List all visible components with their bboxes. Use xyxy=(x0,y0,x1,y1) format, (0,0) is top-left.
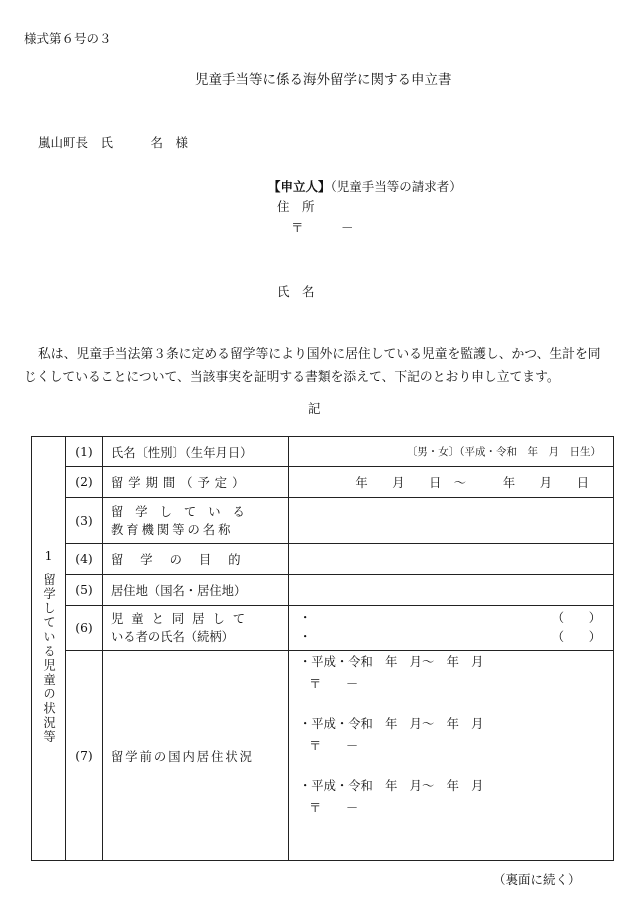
form-number: 様式第６号の３ xyxy=(24,31,112,46)
row-number: (1) xyxy=(66,437,103,467)
name-gender-birth-field[interactable] xyxy=(289,437,614,467)
section-number: 1 xyxy=(44,549,53,564)
row-label xyxy=(103,467,289,498)
name-label: 氏 名 xyxy=(277,284,315,299)
domestic-residence-field[interactable] xyxy=(289,651,614,861)
row-number: (5) xyxy=(66,575,103,606)
table-row xyxy=(32,467,614,498)
table-row xyxy=(32,575,614,606)
ki-heading: 記 xyxy=(308,401,321,416)
row-label xyxy=(103,544,289,575)
residence-entry xyxy=(299,713,613,757)
section-label-cell xyxy=(32,437,66,861)
applicant-heading xyxy=(268,177,462,195)
relationship-paren: （ ） xyxy=(551,630,601,644)
postal-code-field[interactable]: 〒 － xyxy=(291,220,354,235)
row-label-text: 留学期間（予定） xyxy=(111,476,250,490)
bullet: ・ xyxy=(299,630,312,644)
residence-entry xyxy=(299,651,613,695)
study-period-field[interactable] xyxy=(289,467,614,498)
cohabitant-entry xyxy=(299,609,601,628)
residence-postal: 〒 － xyxy=(309,739,359,753)
row-label xyxy=(103,651,289,861)
table-row xyxy=(32,498,614,544)
institution-name-field[interactable] xyxy=(289,498,614,544)
relationship-paren: （ ） xyxy=(551,611,601,625)
residence-field[interactable] xyxy=(289,575,614,606)
table-row xyxy=(32,606,614,651)
cohabitant-field[interactable] xyxy=(289,606,614,651)
section-label: 留学している児童の状況等 xyxy=(41,573,56,745)
residence-period: ・平成・令和 年 月～ 年 月 xyxy=(299,717,484,731)
row-number: (2) xyxy=(66,467,103,498)
row-label-line: 留学している xyxy=(111,504,257,519)
applicant-heading-note: （児童手当等の請求者） xyxy=(330,179,462,194)
residence-entry xyxy=(299,775,613,819)
applicant-heading-label: 【申立人】 xyxy=(268,179,331,194)
residence-postal: 〒 － xyxy=(309,677,359,691)
cohabitant-entry xyxy=(299,628,601,647)
child-status-table xyxy=(31,436,614,861)
row-label-text: 留学前の国内居住状況 xyxy=(111,749,254,764)
row-label xyxy=(103,606,289,651)
continued-note: （裏面に続く） xyxy=(493,872,581,887)
table-row xyxy=(32,544,614,575)
gender-birthdate-template: 〔男・女〕（平成・令和 年 月 日生） xyxy=(406,446,601,458)
study-period-template: 年 月 日 ～ 年 月 日 xyxy=(355,476,589,490)
bullet: ・ xyxy=(299,611,312,625)
row-label-line: 教育機関等の名称 xyxy=(111,522,234,537)
row-number: (4) xyxy=(66,544,103,575)
statement-paragraph: 私は、児童手当法第３条に定める留学等により国外に居住している児童を監護し、かつ、生計を同じくしていることについて、当該事実を証明する書類を添えて、下記のとおり申し立てます。 xyxy=(24,347,601,385)
addressee: 嵐山町長 氏 名 様 xyxy=(38,135,189,150)
row-label: 氏名〔性別〕（生年月日） xyxy=(103,437,289,467)
residence-period: ・平成・令和 年 月～ 年 月 xyxy=(299,655,484,669)
table-row xyxy=(32,651,614,861)
row-number: (3) xyxy=(66,498,103,544)
row-number: (6) xyxy=(66,606,103,651)
row-label xyxy=(103,498,289,544)
study-purpose-field[interactable] xyxy=(289,544,614,575)
address-label: 住 所 xyxy=(277,199,315,214)
residence-postal: 〒 － xyxy=(309,801,359,815)
row-label: 居住地（国名・居住地） xyxy=(103,575,289,606)
row-label-text: 留学の目的 xyxy=(111,553,258,567)
residence-period: ・平成・令和 年 月～ 年 月 xyxy=(299,779,484,793)
document-title: 児童手当等に係る海外留学に関する申立書 xyxy=(195,72,452,88)
row-label-line: いる者の氏名（続柄） xyxy=(111,630,234,644)
table-row xyxy=(32,437,614,467)
row-number: (7) xyxy=(66,651,103,861)
row-label-line: 児童と同居して xyxy=(111,612,254,626)
